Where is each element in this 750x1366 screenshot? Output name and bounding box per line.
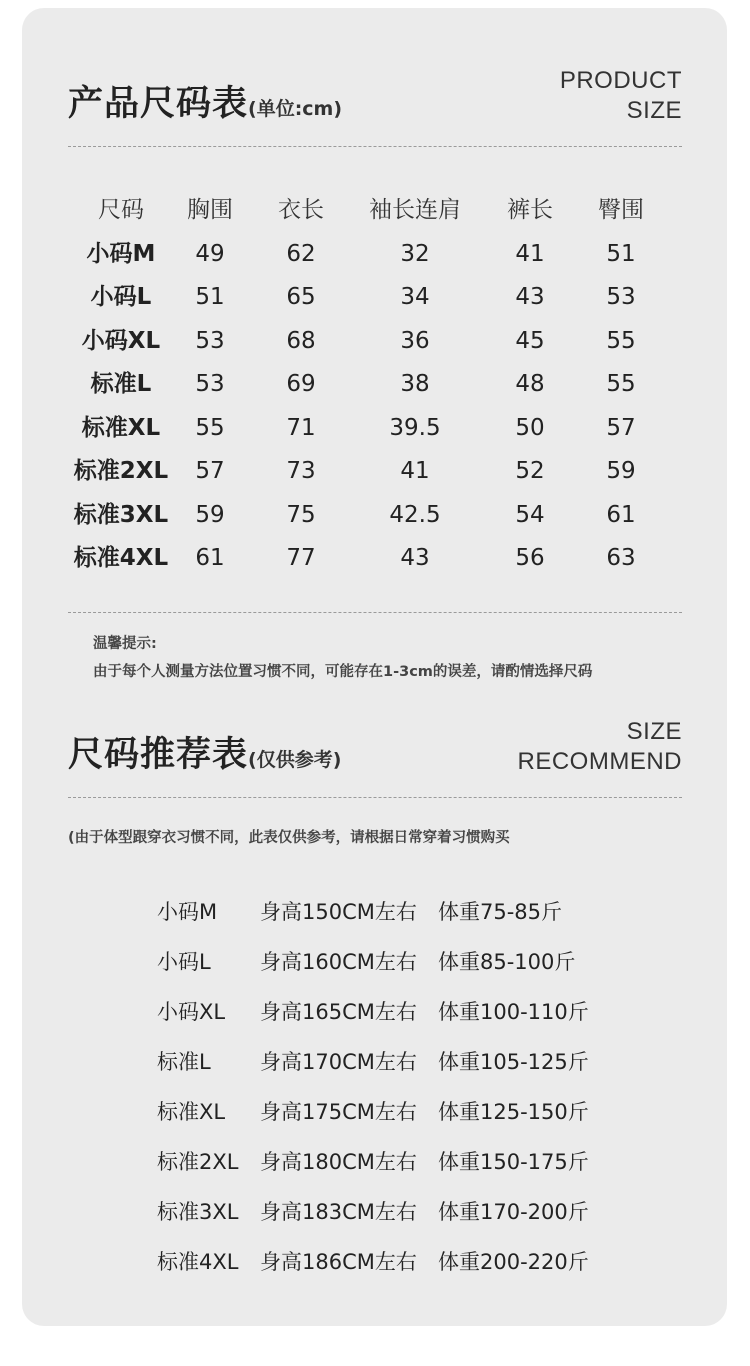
size-table-row bbox=[0, 234, 750, 278]
recommend-size: 小码XL bbox=[157, 1000, 226, 1024]
size-name-cell: 小码L bbox=[90, 284, 152, 310]
size-table-row bbox=[0, 408, 750, 452]
measurement-cell: 49 bbox=[195, 240, 225, 267]
measurement-cell: 48 bbox=[515, 371, 545, 397]
header-cell: 胸围 bbox=[187, 197, 233, 223]
recommend-size: 标准3XL bbox=[157, 1200, 239, 1224]
recommend-height: 身高183CM左右 bbox=[260, 1200, 417, 1224]
measurement-cell: 51 bbox=[606, 240, 636, 267]
recommend-row bbox=[157, 943, 627, 993]
measurement-cell: 53 bbox=[606, 284, 636, 310]
measurement-cell: 54 bbox=[515, 501, 545, 528]
size-chart-title: 产品尺码表(单位:cm) bbox=[68, 84, 343, 124]
measurement-cell: 57 bbox=[606, 414, 636, 441]
measurement-cell: 55 bbox=[606, 371, 636, 397]
measurement-cell: 43 bbox=[515, 284, 545, 310]
size-table-row bbox=[0, 495, 750, 539]
measurement-cell: 41 bbox=[400, 458, 430, 484]
size-name-cell: 小码XL bbox=[81, 327, 161, 354]
recommend-height: 身高150CM左右 bbox=[260, 900, 417, 924]
measurement-cell: 69 bbox=[286, 371, 316, 397]
measurement-cell: 61 bbox=[606, 501, 636, 528]
recommend-row bbox=[157, 1093, 627, 1143]
recommend-weight: 体重85-100斤 bbox=[438, 950, 576, 974]
header-cell: 尺码 bbox=[98, 197, 144, 223]
recommend-row bbox=[157, 993, 627, 1043]
measurement-cell: 68 bbox=[286, 327, 316, 354]
recommend-size: 标准L bbox=[157, 1050, 211, 1074]
measurement-cell: 45 bbox=[515, 327, 545, 354]
recommend-height: 身高165CM左右 bbox=[260, 1000, 417, 1024]
measurement-cell: 32 bbox=[400, 240, 430, 267]
measurement-cell: 56 bbox=[515, 545, 545, 571]
measurement-cell: 65 bbox=[286, 284, 316, 310]
recommend-height: 身高175CM左右 bbox=[260, 1100, 417, 1124]
measurement-cell: 39.5 bbox=[389, 414, 441, 441]
recommend-size: 标准2XL bbox=[157, 1150, 239, 1174]
recommend-weight: 体重150-175斤 bbox=[438, 1150, 589, 1174]
measurement-cell: 34 bbox=[400, 284, 430, 310]
recommend-list bbox=[157, 893, 627, 1293]
measurement-cell: 57 bbox=[195, 458, 225, 484]
size-name-cell: 小码M bbox=[86, 240, 156, 267]
recommend-weight: 体重125-150斤 bbox=[438, 1100, 589, 1124]
measurement-cell: 53 bbox=[195, 327, 225, 354]
recommend-title: 尺码推荐表(仅供参考) bbox=[68, 735, 342, 775]
measurement-cell: 59 bbox=[195, 501, 225, 528]
size-name-cell: 标准4XL bbox=[73, 545, 169, 571]
measurement-cell: 38 bbox=[400, 371, 430, 397]
divider bbox=[68, 146, 682, 147]
measurement-cell: 55 bbox=[195, 414, 225, 441]
recommend-size: 标准XL bbox=[157, 1100, 226, 1124]
divider bbox=[68, 797, 682, 798]
divider bbox=[68, 612, 682, 613]
recommend-height: 身高160CM左右 bbox=[260, 950, 417, 974]
recommend-weight: 体重100-110斤 bbox=[438, 1000, 589, 1024]
size-name-cell: 标准3XL bbox=[73, 501, 169, 528]
measurement-cell: 36 bbox=[400, 327, 430, 354]
recommend-height: 身高186CM左右 bbox=[260, 1250, 417, 1274]
recommend-row bbox=[157, 1193, 627, 1243]
unit-note: (单位:cm) bbox=[248, 98, 343, 120]
recommend-size: 标准4XL bbox=[157, 1250, 239, 1274]
recommend-weight: 体重200-220斤 bbox=[438, 1250, 589, 1274]
size-table-header-row bbox=[0, 190, 750, 234]
header-cell: 裤长 bbox=[507, 197, 553, 223]
header-cell: 袖长连肩 bbox=[369, 197, 461, 223]
measurement-cell: 63 bbox=[606, 545, 636, 571]
size-name-cell: 标准2XL bbox=[73, 458, 169, 484]
header-cell: 臀围 bbox=[598, 197, 644, 223]
measurement-cell: 53 bbox=[195, 371, 225, 397]
measurement-cell: 42.5 bbox=[389, 501, 441, 528]
header-cell: 衣长 bbox=[278, 197, 324, 223]
recommend-row bbox=[157, 893, 627, 943]
recommend-sub-note: (仅供参考) bbox=[248, 749, 342, 771]
recommend-size: 小码M bbox=[157, 900, 218, 924]
measurement-cell: 55 bbox=[606, 327, 636, 354]
measurement-cell: 77 bbox=[286, 545, 316, 571]
size-table-row bbox=[0, 321, 750, 365]
recommend-row bbox=[157, 1243, 627, 1293]
recommend-weight: 体重75-85斤 bbox=[438, 900, 563, 924]
measurement-cell: 52 bbox=[515, 458, 545, 484]
recommend-size: 小码L bbox=[157, 950, 211, 974]
size-table-row bbox=[0, 277, 750, 321]
recommend-weight: 体重105-125斤 bbox=[438, 1050, 589, 1074]
size-chart-header bbox=[68, 62, 682, 132]
recommend-row bbox=[157, 1043, 627, 1093]
recommend-height: 身高170CM左右 bbox=[260, 1050, 417, 1074]
measurement-cell: 71 bbox=[286, 414, 316, 441]
measurement-cell: 73 bbox=[286, 458, 316, 484]
size-table-row bbox=[0, 451, 750, 495]
measurement-cell: 51 bbox=[195, 284, 225, 310]
measurement-cell: 59 bbox=[606, 458, 636, 484]
measurement-cell: 61 bbox=[195, 545, 225, 571]
recommend-header bbox=[68, 713, 682, 783]
recommend-height: 身高180CM左右 bbox=[260, 1150, 417, 1174]
tip-text: 由于每个人测量方法位置习惯不同，可能存在1-3cm的误差，请酌情选择尺码 bbox=[93, 664, 593, 680]
recommend-weight: 体重170-200斤 bbox=[438, 1200, 589, 1224]
recommend-row bbox=[157, 1143, 627, 1193]
size-table bbox=[0, 190, 750, 582]
recommend-en-title: SIZE RECOMMEND bbox=[517, 718, 682, 775]
size-table-body bbox=[0, 234, 750, 582]
measurement-cell: 50 bbox=[515, 414, 545, 441]
measurement-cell: 43 bbox=[400, 545, 430, 571]
measurement-cell: 62 bbox=[286, 240, 316, 267]
recommend-note: (由于体型跟穿衣习惯不同，此表仅供参考，请根据日常穿着习惯购买 bbox=[68, 830, 510, 846]
size-name-cell: 标准XL bbox=[81, 414, 161, 441]
tip-title: 温馨提示: bbox=[93, 636, 157, 652]
measurement-cell: 41 bbox=[515, 240, 545, 267]
size-table-row bbox=[0, 538, 750, 582]
size-table-row bbox=[0, 364, 750, 408]
measurement-cell: 75 bbox=[286, 501, 316, 528]
size-chart-en-title: PRODUCT SIZE bbox=[559, 67, 682, 124]
size-name-cell: 标准L bbox=[90, 371, 152, 397]
